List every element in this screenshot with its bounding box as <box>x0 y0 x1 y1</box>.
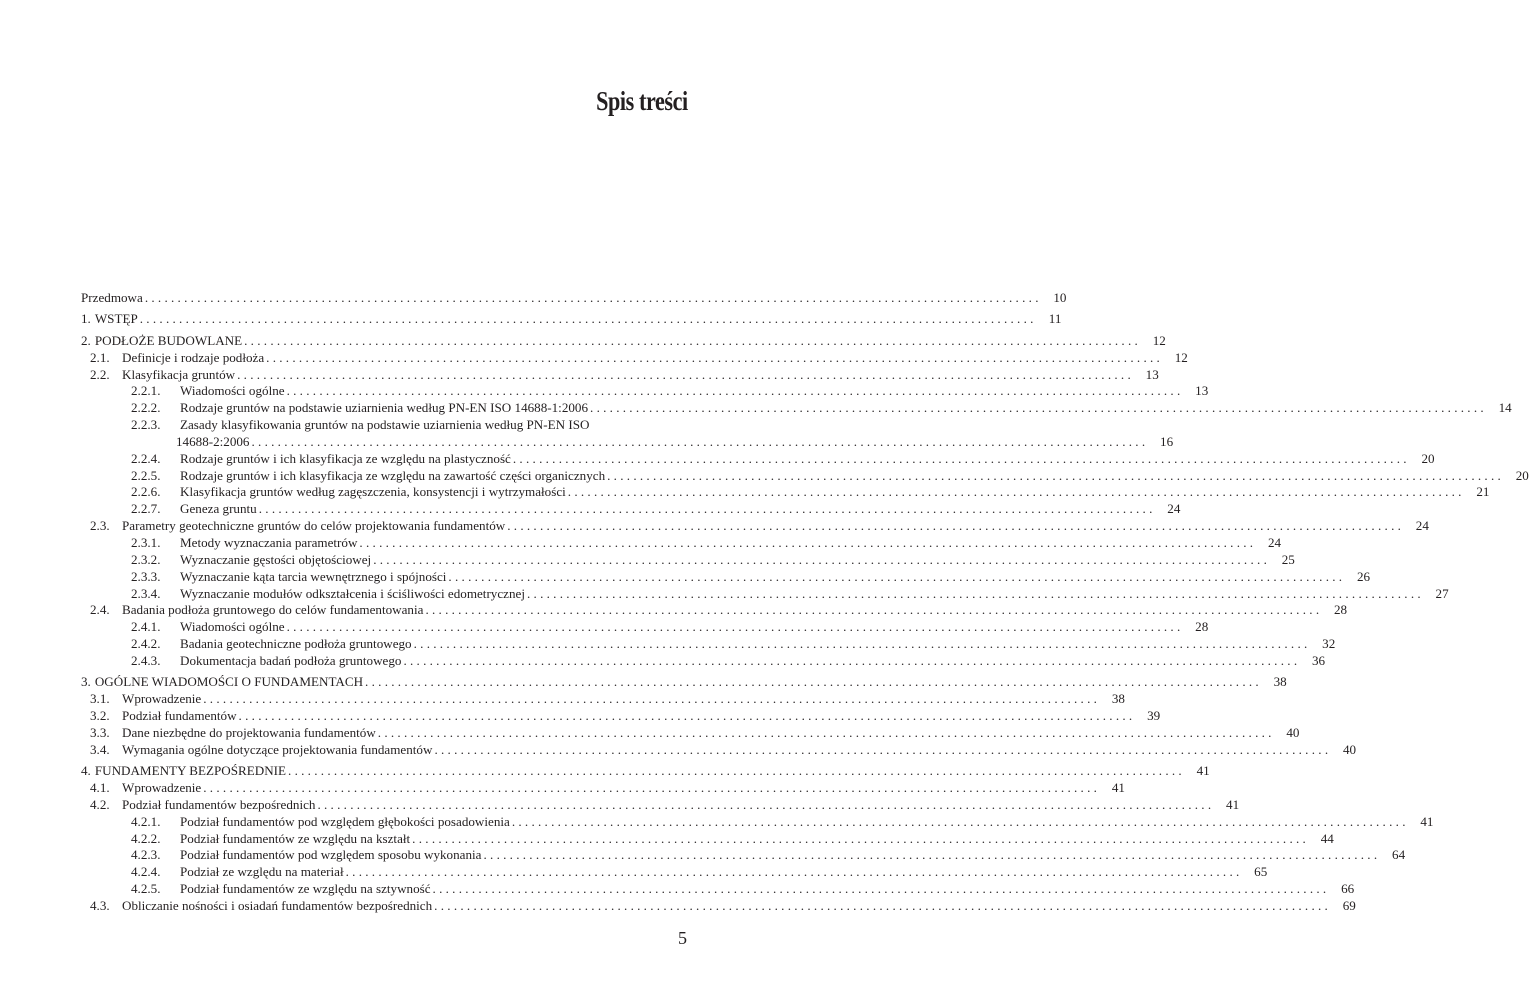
toc-entry-page: 20 <box>1421 450 1435 466</box>
toc-entry-page: 26 <box>1356 568 1371 584</box>
toc-entry-number: 2.2.4. <box>131 450 161 466</box>
toc-entry <box>81 501 1181 518</box>
toc-entry <box>81 691 1125 708</box>
toc-leader-dots <box>285 619 1185 636</box>
toc-leader-dots <box>410 831 1310 848</box>
toc-entry <box>81 813 1434 831</box>
toc-entry-number: 3.3. <box>90 724 110 740</box>
toc-entry-title: Wprowadzenie <box>122 691 202 707</box>
toc-entry-title: Wprowadzenie <box>122 780 202 795</box>
toc-entry-title: Badania podłoża gruntowego do celów fundamentowania <box>122 602 424 618</box>
toc-leader-dots <box>432 742 1332 759</box>
toc-entry-page: 16 <box>1160 433 1174 449</box>
toc-entry <box>81 602 1348 619</box>
toc-entry-title: Podział fundamentów bezpośrednich <box>122 796 316 812</box>
toc-entry <box>81 741 1357 759</box>
toc-entry-page: 39 <box>1147 708 1161 724</box>
toc-entry-page: 38 <box>1111 691 1125 707</box>
toc-leader-dots <box>510 814 1410 831</box>
toc-leader-dots <box>237 708 1137 725</box>
page-title: Spis treści <box>596 86 688 116</box>
toc-entry <box>81 881 1355 898</box>
toc-entry-number: 4.2.3. <box>131 847 161 863</box>
toc-entry-number: 2.2.3. <box>131 417 161 433</box>
toc-entry-title: Dokumentacja badań podłoża gruntowego <box>180 652 402 668</box>
toc-entry-title: Podział fundamentów ze względu na sztywność <box>180 881 431 897</box>
page-number: 5 <box>678 928 687 948</box>
toc-entry <box>81 897 1356 915</box>
toc-entry-title-continued: 14688-2:2006 <box>176 433 250 449</box>
toc-entry-page: 21 <box>1476 484 1490 500</box>
toc-leader-dots <box>285 383 1185 400</box>
toc-entry <box>81 450 1435 468</box>
toc-entry <box>81 383 1209 400</box>
toc-entry-number: 2.2. <box>90 366 110 382</box>
toc-entry-page: 24 <box>1267 535 1282 550</box>
toc-leader-dots <box>138 311 1038 328</box>
toc-entry <box>81 796 1240 814</box>
toc-leader-dots <box>446 569 1346 586</box>
toc-entry-page: 10 <box>1053 290 1067 305</box>
toc-entry-title: Wyznaczanie gęstości objętościowej <box>180 551 372 567</box>
toc-leader-dots <box>201 691 1101 708</box>
toc-entry <box>81 652 1326 670</box>
toc-entry-number: 4.2.1. <box>131 813 161 829</box>
toc-entry-page: 64 <box>1392 847 1406 863</box>
toc-entry <box>81 864 1268 881</box>
toc-entry-title: Przedmowa <box>81 290 143 305</box>
toc-entry-number: 3.2. <box>90 708 110 724</box>
toc-entry-number: 2.4.1. <box>131 619 161 635</box>
toc-entry-number: 2.3.4. <box>131 585 161 601</box>
toc-entry-title: WSTĘP <box>94 311 138 327</box>
toc-leader-dots <box>286 763 1186 780</box>
toc-entry <box>81 518 1429 535</box>
toc-entry <box>81 830 1334 848</box>
toc-leader-dots <box>376 725 1276 742</box>
toc-leader-dots <box>588 400 1488 417</box>
toc-entry-page: 41 <box>1420 813 1434 829</box>
toc-entry-title: Parametry geotechniczne gruntów do celów projektowania fundamentów <box>122 518 506 534</box>
toc-entry-page: 13 <box>1145 366 1159 382</box>
toc-entry-title: Podział fundamentów pod względem sposobu wykonania <box>180 847 482 863</box>
toc-entry <box>81 535 1282 552</box>
toc-entry-title: Podział ze względu na materiał <box>180 864 344 880</box>
toc-entry-title: Geneza gruntu <box>180 501 257 517</box>
toc-entry-title: Podział fundamentów <box>122 708 237 724</box>
toc-entry-page: 28 <box>1334 602 1348 618</box>
toc-entry-number: 2.3.1. <box>131 535 161 550</box>
toc-entry-number: 3.1. <box>90 691 110 707</box>
toc-entry <box>81 847 1406 864</box>
toc-entry-number: 2.3. <box>90 518 110 534</box>
toc-leader-dots <box>432 898 1332 915</box>
toc-entry-page: 14 <box>1498 400 1512 416</box>
toc-entry <box>81 708 1161 725</box>
toc-leader-dots <box>431 881 1331 898</box>
toc-entry-title: FUNDAMENTY BEZPOŚREDNIE <box>94 763 287 779</box>
toc-entry-page: 27 <box>1435 585 1449 601</box>
toc-entry-page: 12 <box>1174 349 1188 365</box>
toc-entry <box>81 763 1210 780</box>
toc-leader-dots <box>143 290 1043 307</box>
toc-leader-dots <box>344 864 1244 881</box>
toc-entry-page: 24 <box>1415 518 1429 534</box>
toc-leader-dots <box>505 518 1405 535</box>
toc-entry <box>81 332 1166 350</box>
toc-entry-page: 41 <box>1111 780 1125 795</box>
toc-entry-title: Rodzaje gruntów na podstawie uziarnienia według PN-EN ISO 14688-1:2006 <box>180 400 589 416</box>
toc-entry-page: 41 <box>1196 763 1210 779</box>
toc-entry-number: 4.1. <box>90 780 110 795</box>
toc-entry <box>81 568 1371 586</box>
toc-entry-page: 25 <box>1281 551 1295 567</box>
toc-entry-number: 2.2.6. <box>131 484 161 500</box>
toc-entry-number: 4.3. <box>90 897 110 913</box>
toc-entry-number: 4.2.4. <box>131 864 161 880</box>
toc-entry-title: Wymagania ogólne dotyczące projektowania fundamentów <box>122 741 433 757</box>
toc-entry-title: Rodzaje gruntów i ich klasyfikacja ze względu na plastyczność <box>180 450 511 466</box>
toc-entry-number: 3.4. <box>90 741 110 757</box>
toc-entry-page: 28 <box>1195 619 1209 635</box>
toc-entry <box>81 780 1125 797</box>
toc-entry-number: 2.1. <box>90 349 110 365</box>
toc-leader-dots <box>525 586 1425 603</box>
toc-leader-dots <box>201 780 1101 797</box>
toc-entry-number: 4.2.5. <box>131 881 161 897</box>
toc-entry-title: Podział fundamentów ze względu na kształt <box>180 830 411 846</box>
toc-entry-continuation <box>81 433 1174 451</box>
toc-entry-number: 3. <box>81 674 91 690</box>
toc-entry <box>81 467 1529 485</box>
toc-entry-number: 2.3.2. <box>131 551 161 567</box>
toc-entry <box>81 724 1300 742</box>
toc-leader-dots <box>264 350 1164 367</box>
toc-entry-title: Obliczanie nośności i osiadań fundamentów bezpośrednich <box>122 897 433 913</box>
toc-entry <box>81 400 1512 417</box>
toc-entry-page: 65 <box>1254 864 1268 880</box>
toc-entry-page: 12 <box>1152 332 1166 348</box>
toc-entry <box>81 417 686 434</box>
toc-leader-dots <box>401 653 1301 670</box>
toc-entry-page: 24 <box>1167 501 1181 517</box>
toc-leader-dots <box>481 847 1381 864</box>
toc-leader-dots <box>315 797 1215 814</box>
toc-entry <box>81 674 1287 691</box>
toc-entry-number: 2.2.5. <box>131 467 161 483</box>
toc-entry-title: PODŁOŻE BUDOWLANE <box>94 332 243 348</box>
toc-entry-page: 40 <box>1286 724 1300 740</box>
toc-leader-dots <box>357 535 1257 552</box>
toc-entry-title: Wyznaczanie modułów odkształcenia i ściśliwości edometrycznej <box>180 585 525 601</box>
toc-entry-title: Klasyfikacja gruntów <box>122 366 236 382</box>
toc-entry-page: 38 <box>1273 674 1287 690</box>
toc-entry-title: Podział fundamentów pod względem głębokości posadowienia <box>180 813 510 829</box>
toc-leader-dots <box>605 468 1505 485</box>
toc-entry-page: 69 <box>1342 897 1356 913</box>
toc-entry <box>81 636 1336 653</box>
toc-leader-dots <box>566 484 1466 501</box>
toc-entry-page: 41 <box>1226 796 1240 812</box>
toc-entry-number: 2.2.7. <box>131 501 161 517</box>
toc-leader-dots <box>235 367 1135 384</box>
toc-leader-dots <box>423 602 1323 619</box>
toc-entry-number: 2. <box>81 332 91 348</box>
toc-leader-dots <box>412 636 1312 653</box>
toc-entry-title: Wyznaczanie kąta tarcia wewnętrznego i spójności <box>180 568 447 584</box>
toc-entry-number: 2.2.2. <box>131 400 161 416</box>
toc-entry-title: Wiadomości ogólne <box>180 619 285 635</box>
toc-entry-page: 11 <box>1048 311 1062 327</box>
toc-leader-dots <box>257 501 1157 518</box>
toc-entry-number: 2.2.1. <box>131 383 161 399</box>
toc-entry-number: 4. <box>81 763 91 779</box>
toc-entry-number: 2.4.2. <box>131 636 161 652</box>
toc-entry-title: Klasyfikacja gruntów według zagęszczenia, konsystencji i wytrzymałości <box>180 484 566 500</box>
toc-entry-page: 36 <box>1312 652 1326 668</box>
toc-entry <box>81 366 1159 384</box>
toc-entry-page: 32 <box>1322 636 1336 652</box>
toc-entry-page: 44 <box>1320 830 1334 846</box>
toc-entry <box>81 551 1295 569</box>
toc-leader-dots <box>249 434 1149 451</box>
toc-entry-title: OGÓLNE WIADOMOŚCI O FUNDAMENTACH <box>94 674 364 690</box>
toc-entry-title: Metody wyznaczania parametrów <box>180 535 358 550</box>
table-of-contents <box>81 290 1529 915</box>
toc-entry-title: Definicje i rodzaje podłoża <box>122 349 265 365</box>
toc-entry-title: Wiadomości ogólne <box>180 383 285 399</box>
toc-entry-page: 20 <box>1515 467 1529 483</box>
toc-entry-page: 66 <box>1341 881 1355 897</box>
toc-entry <box>81 290 1067 307</box>
toc-entry-number: 2.4. <box>90 602 110 618</box>
toc-leader-dots <box>242 333 1142 350</box>
toc-leader-dots <box>511 451 1411 468</box>
toc-entry-title: Dane niezbędne do projektowania fundamentów <box>122 724 376 740</box>
toc-entry <box>81 349 1188 367</box>
toc-entry-title: Zasady klasyfikowania gruntów na podstawie uziarnienia według PN-EN ISO <box>180 417 590 433</box>
toc-leader-dots <box>371 552 1271 569</box>
toc-entry-page: 40 <box>1343 741 1357 757</box>
toc-entry-number: 1. <box>81 311 91 327</box>
toc-entry-number: 4.2. <box>90 796 110 812</box>
toc-entry <box>81 311 1062 328</box>
toc-entry-number: 4.2.2. <box>131 830 161 846</box>
toc-entry <box>81 585 1449 603</box>
toc-entry-number: 2.4.3. <box>131 652 161 668</box>
toc-entry-page: 13 <box>1195 383 1209 399</box>
toc-entry-number: 2.3.3. <box>131 568 161 584</box>
toc-leader-dots <box>363 674 1263 691</box>
toc-entry-title: Rodzaje gruntów i ich klasyfikacja ze względu na zawartość części organicznych <box>180 467 606 483</box>
toc-entry <box>81 484 1490 501</box>
toc-entry <box>81 619 1209 636</box>
toc-entry-title: Badania geotechniczne podłoża gruntowego <box>180 636 412 652</box>
